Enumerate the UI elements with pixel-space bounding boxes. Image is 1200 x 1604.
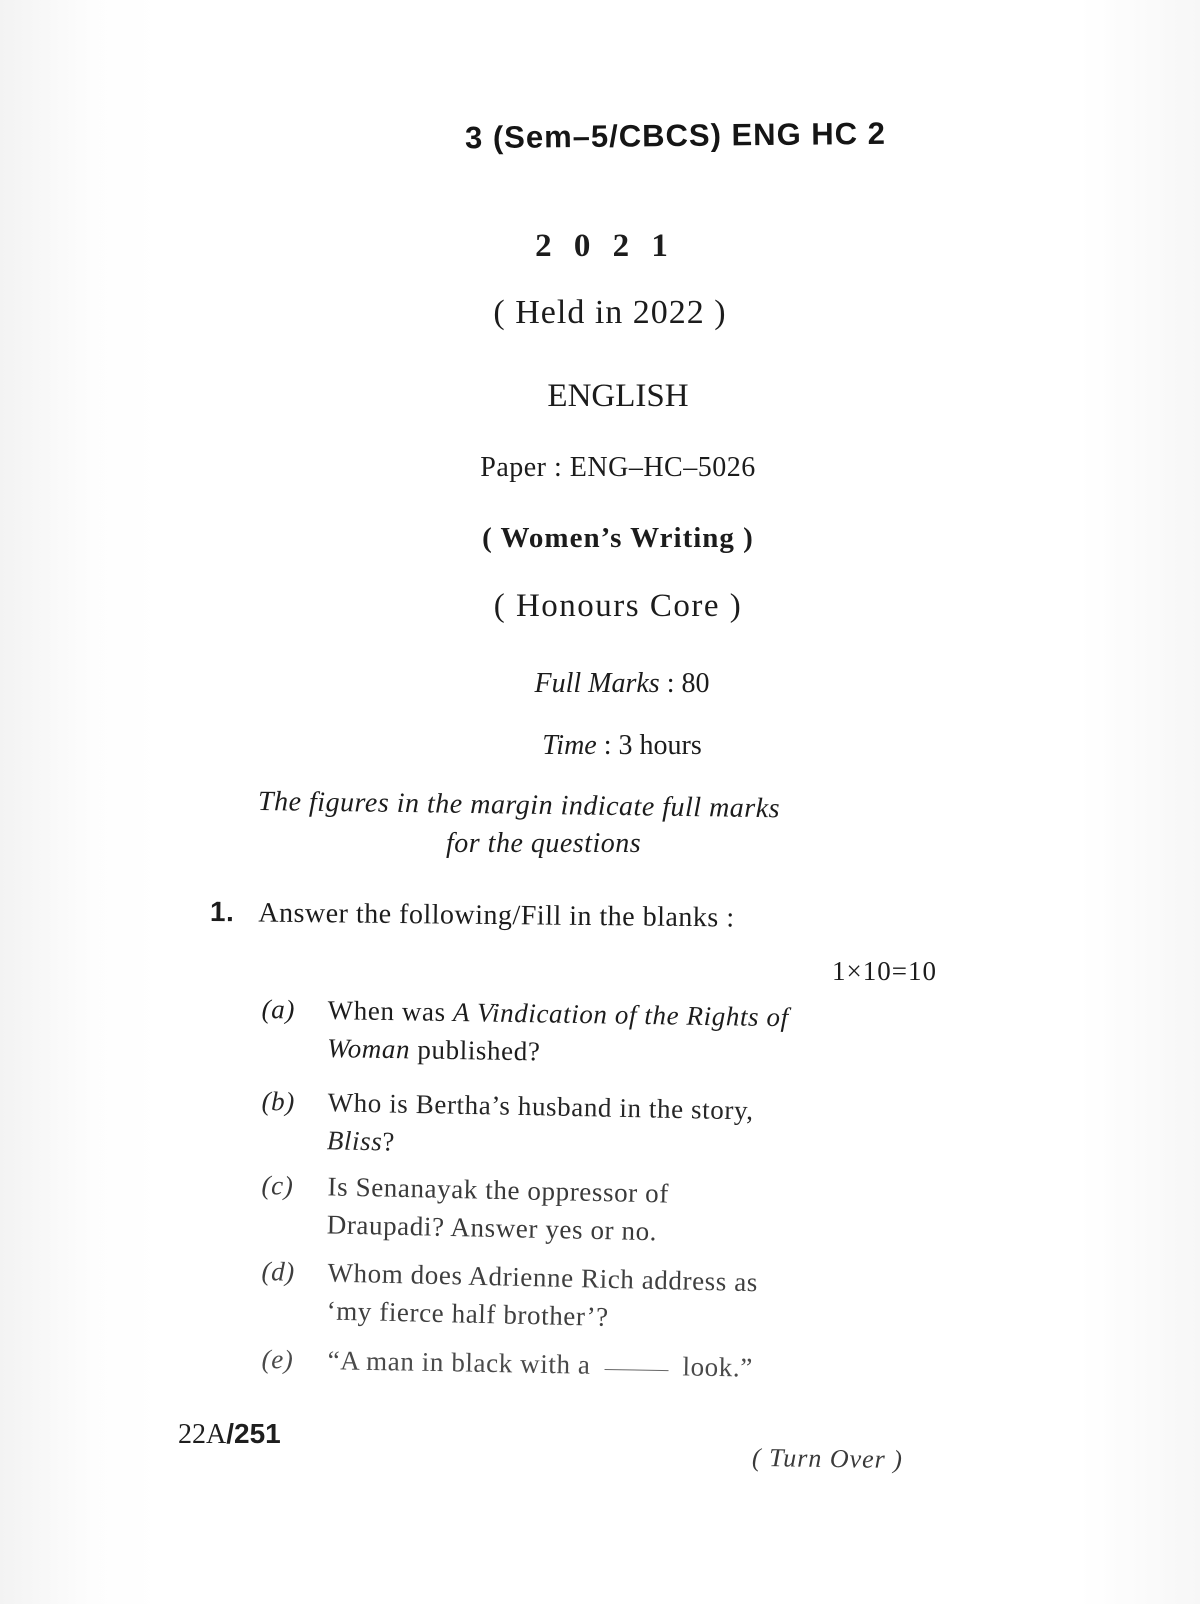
word: the [485,1174,521,1206]
question-text: Answer the following/Fill in the blanks : [258,897,735,934]
part-text-end: ? [382,1126,396,1157]
exam-year: 2 0 2 1 [535,228,675,264]
part-text-line-2: Draupadi? Answer yes or no. [326,1209,658,1247]
held-in-year: ( Held in 2022 ) [493,294,727,331]
part-text-end: look.” [682,1351,754,1383]
full-marks [22,668,1200,700]
word: Is [327,1171,349,1202]
part-label: (d) [261,1255,296,1287]
part-text: Who is Bertha’s husband in the story, [327,1087,754,1126]
word: of [644,1178,670,1209]
subject-title: ENGLISH [547,378,689,414]
paper-serial-code [178,1418,281,1451]
part-text-end: published? [409,1034,541,1067]
time-value: : 3 hours [603,730,702,761]
book-title-cont: Woman [326,1033,411,1065]
part-text-line-1: Whom does Adrienne Rich address as [327,1257,759,1298]
story-title: Bliss [326,1125,383,1157]
full-marks-value: : 80 [666,668,710,699]
part-text-line-2: ‘my fierce half brother’? [326,1295,610,1332]
paper-number: Paper : ENG–HC–5026 [480,452,756,483]
serial-suffix: /251 [226,1418,281,1449]
time-label: Time [542,730,597,761]
question-part-d [261,1252,902,1332]
paper-code-header: 3 (Sem–5/CBCS) ENG HC 2 [464,115,887,156]
part-label: (e) [261,1343,294,1375]
part-label: (c) [261,1169,294,1201]
question-part-e [261,1340,902,1383]
full-marks-label: Full Marks [534,668,660,699]
paper-title: ( Women’s Writing ) [482,522,754,554]
exam-time [22,730,1200,762]
word: Senanayak [355,1171,479,1205]
turn-over-note: ( Turn Over ) [751,1442,904,1475]
question-marks: 1×10=10 [832,956,937,986]
part-label: (a) [261,993,296,1025]
word: oppressor [527,1175,639,1208]
instructions-line-1: The figures in the margin indicate full marks [257,786,781,825]
part-label: (b) [261,1085,296,1117]
fill-blank [604,1369,668,1371]
question-number: 1. [209,896,235,928]
book-title: A Vindication of the Rights of [452,997,789,1033]
part-text: “A man in black with a [327,1345,591,1380]
question-part-b [261,1082,902,1157]
question-1 [210,896,735,934]
serial-prefix: 22A [178,1419,227,1450]
part-text: When was [327,995,454,1028]
question-part-a [261,990,902,1067]
paper-category: ( Honours Core ) [493,588,743,624]
instructions-line-2: for the questions [446,828,642,859]
